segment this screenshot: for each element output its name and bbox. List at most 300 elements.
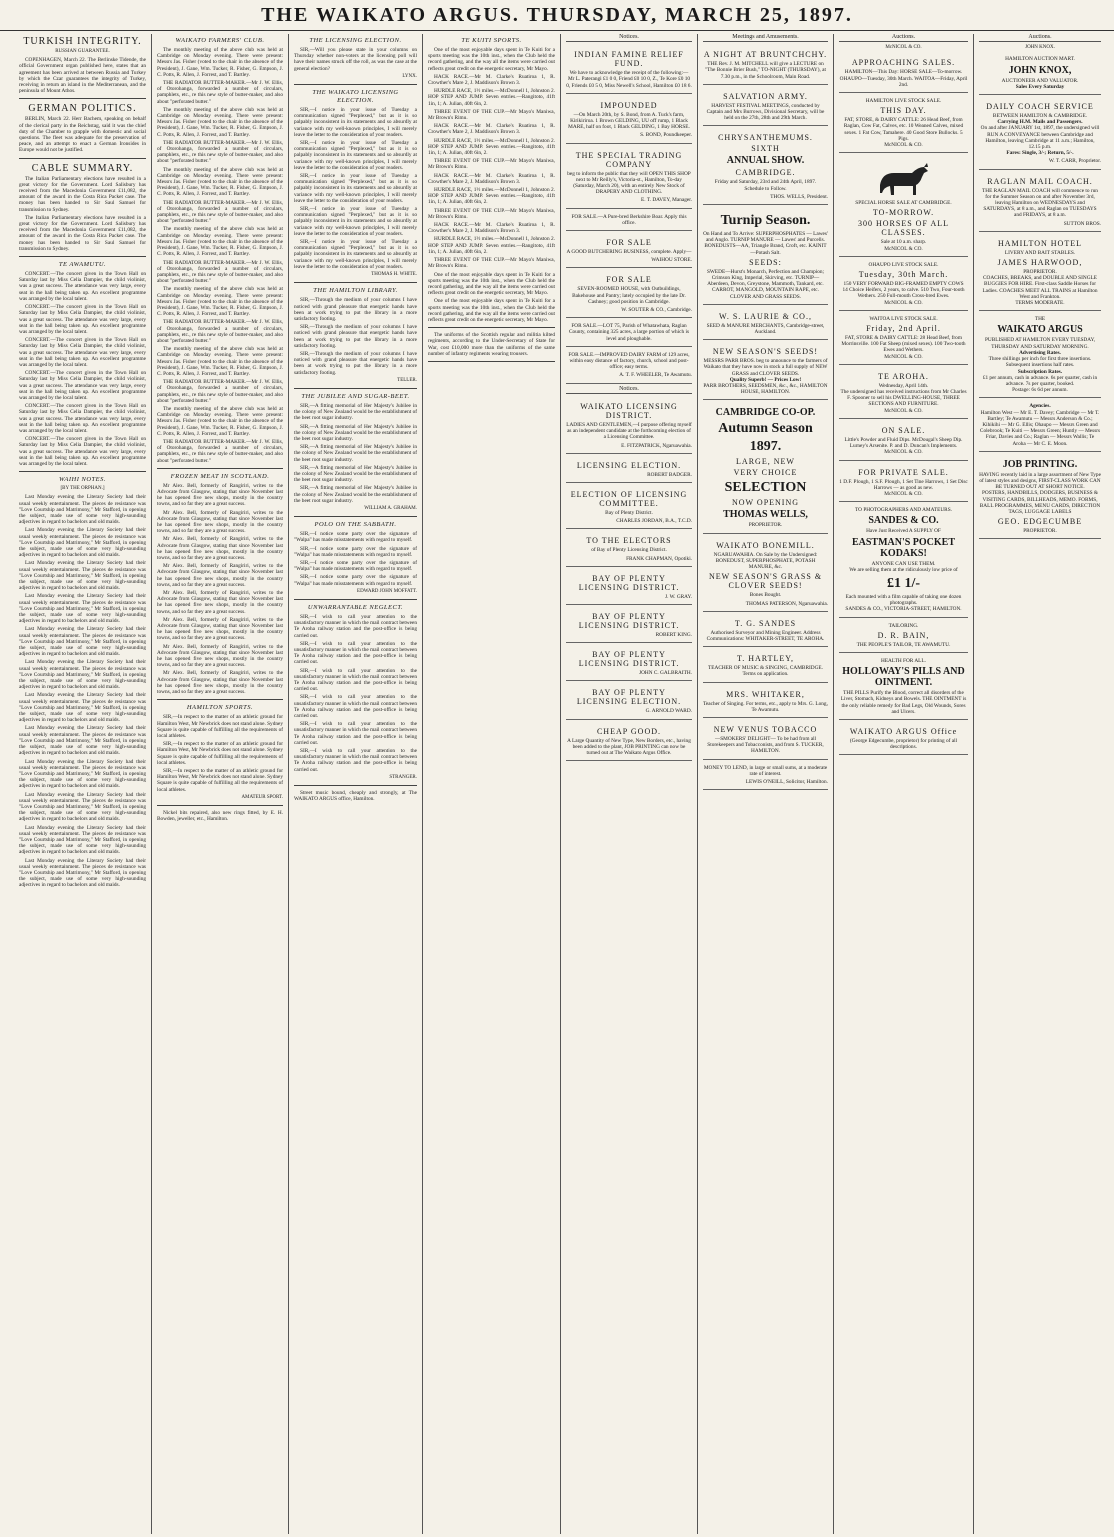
ad-signature: E. T. DAVEY, Manager. — [641, 197, 692, 204]
ad-horse-sale — [839, 155, 968, 257]
ad-text: On and after JANUARY 1st, 1897, the undersigned will RUN A CONVEYANCE between Cambridge and Hamilton, leaving Cambridge at 11 a.m.; Hamilton, 12.15 p.m. — [980, 125, 1100, 151]
article-text: THE RADIATOR BUTTER-MAKER.—Mr J. W. Ellis, of Otorohanga, forwarded a number of circulars, pamphlets, etc., re this new style of butter-maker, and also about "perforated butter." — [157, 379, 283, 404]
divider — [294, 516, 417, 517]
article-text: Mr Alex. Bell, formerly of Rangiriri, writes to the Advocate from Glasgow, stating that since November last he has opened five new shops, mostly in the country towns, and so far they are a great success. — [157, 563, 283, 588]
article-text: HURDLE RACE, 1½ miles.—McDonnell 1, Johnston 2. HOP STEP AND JUMP. Seven entries.—Rangitoto, 41ft 1in, 1; A. Julian, 40ft 6in, 2. — [428, 88, 555, 107]
ad-private-sale — [839, 463, 968, 503]
ad-butchering — [566, 233, 692, 268]
article-text: CONCERT.—The concert given in the Town Hall on Saturday last by Miss Celia Dampier, the child violinist, was a great success. The attendance was very large, every seat in the hall being taken up. An excellent programme was arranged by the local talent. — [19, 337, 146, 368]
letter-text: SIR,—I wish to call your attention to the unsatisfactory manner in which the mail contract between Te Aroha railway station and the post-office is being carried out. — [294, 667, 417, 693]
ad-text: 14 Choice Heifers, 2 years, to calve. 510 Two, Four-tooth Wethers. 250 Full-mouth Cross-bred Ewes. — [842, 287, 965, 300]
divider — [157, 805, 283, 806]
divider — [294, 599, 417, 600]
ad-title: CAMBRIDGE CO-OP. — [715, 407, 816, 419]
ad-text: NGARUAWAHIA. On Sale by the Undersigned: BONEDUST, SUPERPHOSPHATE, POTASH MANURE, &c. — [713, 551, 818, 571]
notice-text: Nickel bits repaired, also new rings fitted, by E. H. Bowden, jeweller, etc., Hamilton. — [157, 809, 283, 823]
column-8 — [974, 34, 1106, 1534]
ad-text: of Bay of Plenty Licensing District. — [591, 547, 667, 554]
article-text: BERLIN, March 22. Herr Bachem, speaking on behalf of the clerical party in the Reichstag, said it was the chief duty of the Chamber to grapple with domestic and social questions. The fleet was adequate for the preservation of peace, and an attempt to enact a German Ironsides in Europe would not be justified. — [19, 116, 146, 154]
ad-title: HAMILTON AUCTION MART. — [1005, 56, 1075, 63]
ad-text: THE PEOPLE'S TAILOR, TE AWAMUTU. — [856, 641, 951, 648]
ad-text: The undersigned has received instructions from Mr Charles F. Spooner to sell his DWELLING-HOUSE, THREE SECTIONS AND FURNITURE. — [840, 389, 967, 408]
ad-approaching-sales — [839, 53, 968, 93]
ad-argus-office — [839, 722, 968, 755]
signature: THOMAS H. WHITE. — [371, 272, 417, 278]
ad-signature: FRANK CHAPMAN, Opotiki. — [626, 555, 692, 562]
ad-text: Sale at 10 a.m. sharp. — [880, 239, 927, 246]
ad-line: SIXTH — [751, 144, 780, 154]
article-text: Mr Alex. Bell, formerly of Rangiriri, writes to the Advocate from Glasgow, stating that since November last he has opened five new shops, mostly in the country towns, and so far they are a great success. — [157, 482, 283, 508]
ad-election-committee — [566, 485, 692, 529]
ad-line: GEO. EDGECUMBE — [997, 517, 1083, 527]
article-text: CONCERT.—The concert given in the Town Hall on Saturday last by Miss Celia Dampier, the child violinist, was a great success. The attendance was very large, every seat in the hall being taken up. An excellent programme was arranged by the local talent. — [19, 304, 146, 335]
article-text: The Italian Parliamentary elections have resulted in a great victory for the Government. Lord Salisbury has received from the Macedonia Government £11,082, the amount of the award in the Costa Rica Packet case. The money has been handed to Sir Saul Samuel for transmission to Sydney. — [19, 175, 146, 213]
article-text: One of the most enjoyable days spent in Te Kuiti for a sports meeting was the 10th inst., when the Club held the record gathering, and the way all the items were carried out reflects great credit on the energetic secretary, Mr Mayo. — [428, 298, 555, 323]
ad-text: SEED & MANURE MERCHANTS, Cambridge-street, Auckland. — [706, 322, 825, 336]
article-text: THE RADIATOR BUTTER-MAKER.—Mr J. W. Ellis, of Otorohanga, forwarded a number of circulars, pamphlets, etc., re this new style of butter-maker, and also about "perforated butter." — [157, 438, 283, 464]
horse-illustration — [839, 161, 968, 197]
article-text: Mr Alex. Bell, formerly of Rangiriri, writes to the Advocate from Glasgow, stating that since November last he has opened five new shops, mostly in the country towns, and so far they are a great success. — [157, 616, 283, 642]
ad-lot-75 — [566, 320, 692, 347]
ad-signature: THOS. WELLS, President. — [770, 193, 828, 200]
ad-text: —SMOKERS' DELIGHT— To be had from all Storekeepers and Tobacconists, and from S. TUCKER, HAMILTON. — [707, 735, 824, 755]
ad-title: HEALTH FOR ALL. — [881, 657, 926, 664]
ad-text: POSTERS, HANDBILLS, DODGERS, BUSINESS & VISITING CARDS, BILLHEADS, MEMO. FORMS, BALL PROGRAMMES, MENU CARDS, DIRECTION TAGS, LUGGAGE LABELS — [979, 490, 1101, 515]
ad-text: A Large Quantity of New Type, New Borders, etc., having been added to the plant, JOB PRINTING can now be turned out at The Waikato Argus Office. — [567, 737, 691, 756]
ad-line: CAMBRIDGE. — [735, 168, 796, 178]
subheadline: RUSSIAN GUARANTEE. — [55, 49, 110, 54]
letter-text: SIR,—I notice some party over the signature of "Walpa" has made misstatements with regard to myself. — [294, 545, 417, 558]
ad-text: SEVEN-ROOMED HOUSE, with Outbuildings, Bakehouse and Pantry; lately occupied by the late Dr. Cashney; good position in Cambridge. — [572, 286, 686, 305]
signature: TELLER. — [397, 377, 417, 383]
ad-tailoring — [839, 620, 968, 653]
ad-signature: PARR BROTHERS, SEEDSMEN, &c., &c., HAMILTON HOUSE, HAMILTON. — [703, 383, 828, 396]
ad-lecture — [703, 45, 828, 85]
ad-signature: McNICOL & CO. — [884, 353, 923, 360]
ad-signature: WAIHOU STORE. — [651, 257, 692, 264]
ad-text: THE Rev. J. M. MITCHELL will give a LECTURE on "The Bonnie Brier Bush," TO-NIGHT (THURSDAY), at 7.30 p.m., in the Schoolroom, Main Road. — [705, 61, 826, 80]
ad-title: LICENSING ELECTION. — [576, 460, 682, 470]
article-text: The monthly meeting of the above club was held at Cambridge on Monday evening. There were present: Messrs Jas. Fisher (voted to the chair in the absence of the President), J. Gane, Wm. Tucker, R. Fisher, G. Empson, J. C. Potts, R. Allen, J. Forrest, and T. Bartley. — [157, 47, 283, 78]
article-text: One of the most enjoyable days spent in Te Kuiti for a sports meeting was the 10th inst., when the Club held the record gathering, and the way all the items were carried out reflects great credit on the energetic secretary, Mr Mayo. — [428, 271, 555, 297]
article-text: HURDLE RACE, 1½ miles.—McDonnell 1, Johnston 2. HOP STEP AND JUMP. Seven entries.—Rangitoto, 41ft 1in, 1; A. Julian, 40ft 6in, 2. — [428, 137, 555, 157]
signature: LYNX. — [402, 73, 417, 79]
article-text: Last Monday evening the Literary Society had their usual weekly entertainment. The pieces de resistance was "Love Courtship and Matrimony," Mr Stafford, in opening the subject, made use of some very high-sounding adjectives in regard to bachelors and old maids. — [19, 692, 146, 724]
ad-kodaks — [839, 504, 968, 617]
ad-text: AUCTIONEER AND VALUATOR. — [1001, 77, 1079, 84]
subheader: McNICOL & CO. — [885, 45, 922, 51]
ad-signature: McNICOL & CO. — [884, 407, 923, 414]
ad-famine-relief — [566, 45, 692, 94]
article-text: Last Monday evening the Literary Society had their usual weekly entertainment. The pieces de resistance was "Love Courtship and Matrimony," Mr Stafford, in opening the subject, made use of some very high-sounding adjectives in regard to bachelors and old maids. — [19, 659, 146, 691]
column-2 — [152, 34, 289, 1534]
article-text: SIR,—In respect to the matter of an athletic ground for Hamilton West, Mr Newbrick does not stand alone. Sydney Square is quite capable of fulfilling all the requirements of local athletes. — [157, 714, 283, 739]
article-text: Last Monday evening the Literary Society had their usual weekly entertainment. The pieces de resistance was "Love Courtship and Matrimony," Mr Stafford, in opening the subject, made use of some very high-sounding adjectives in regard to bachelors and old maids. — [19, 725, 146, 757]
article-text: HURDLE RACE, 1½ miles.—McDonnell 1, Johnston 2. HOP STEP AND JUMP. Seven entries.—Rangitoto, 41ft 1in, 1; A. Julian, 40ft 6in, 2. — [428, 236, 555, 255]
ad-text: Bones Bought. — [749, 592, 782, 599]
ad-title: TO THE ELECTORS — [586, 536, 672, 546]
article-text: SIR,—In respect to the matter of an athletic ground for Hamilton West, Mr Newbrick does not stand alone. Sydney Square is quite capable of fulfilling all the requirements of local athletes. — [157, 767, 283, 793]
ad-title: OHAUPO LIVE STOCK SALE. — [868, 261, 939, 268]
divider — [428, 327, 555, 328]
ad-bonemill — [703, 536, 828, 612]
columns — [14, 34, 1106, 1534]
ad-signature: SANDES & CO., VICTORIA-STREET, HAMILTON. — [845, 606, 962, 613]
ad-venus-tobacco — [703, 720, 828, 760]
subheader: JOHN KNOX. — [1025, 45, 1055, 51]
letter-text: SIR,—Through the medium of your columns I have noticed with grand pleasure that energetic hands have been at work trying to put the library in a more satisfactory footing. — [294, 297, 417, 322]
ad-text: MONEY TO LEND, in large or small sums, at a moderate rate of interest. — [703, 764, 828, 777]
ad-text: 150 VERY FORWARD BIG-FRAMED EMPTY COWS — [843, 281, 964, 288]
ad-title: IMPOUNDED — [600, 100, 658, 110]
ad-text: Schedule to Follow. — [744, 185, 787, 192]
letter-text: SIR,—I notice in your issue of Tuesday a communication signed "Perplexed," but as it is so palpably inconsistent in its statements and so absurdly at variance with my well-known principles, I will merely leave the letter to the consideration of your readers. — [294, 107, 417, 138]
headline-licensing-election: THE LICENSING ELECTION. — [309, 37, 402, 44]
ad-title: FOR PRIVATE SALE. — [858, 467, 949, 477]
ad-text: Authorised Surveyor and Mining Engineer. Address Communications: WHITAKER-STREET, TE AROHA. — [706, 629, 825, 642]
ad-text: Carrying H.M. Mails and Passengers. — [997, 119, 1083, 126]
ad-text: Teacher of Singing. For terms, etc., apply to Mrs. G. Long, Te Awamutu. — [703, 700, 828, 713]
article-text: CONCERT.—The concert given in the Town Hall on Saturday last by Miss Celia Dampier, the child violinist, was a great success. The attendance was very large, every seat in the hall being taken up. An excellent programme was arranged by the local talent. — [19, 436, 146, 467]
divider — [157, 468, 283, 469]
ad-title: T. G. SANDES — [734, 618, 797, 628]
article-text: The monthly meeting of the above club was held at Cambridge on Monday evening. There were present: Messrs Jas. Fisher (voted to the chair in the absence of the President), J. Gane, Wm. Tucker, R. Fisher, G. Empson, J. C. Potts, R. Allen, J. Forrest, and T. Bartley. — [157, 226, 283, 258]
ad-text: A GOOD BUTCHERING BUSINESS, complete. Apply— — [566, 249, 692, 256]
ad-line: Autumn Season — [718, 421, 813, 437]
article-text: Last Monday evening the Literary Society had their usual weekly entertainment. The pieces de resistance was "Love Courtship and Matrimony," Mr Stafford, in opening the subject, made use of some very high-sounding adjectives in regard to bachelors and old maids. — [19, 824, 146, 856]
ad-line: VERY CHOICE — [733, 468, 798, 478]
headline-hamilton-library: THE HAMILTON LIBRARY. — [313, 287, 398, 295]
ad-signature: SUTTON BROS. — [1063, 220, 1101, 227]
ad-text: Advertising Rates. — [1019, 349, 1061, 356]
letter-text: SIR,—A fitting memorial of Her Majesty's Jubilee in the colony of New Zealand would be the establishment of the beet root sugar industry. — [294, 402, 417, 422]
divider — [19, 471, 146, 472]
ad-text: —On March 20th, by S. Bond, from A. Tuck's farm, Kirikiriroa. 1 Brown GELDING, UU off rump, 1 Black MARE, half on foot, 1 Black GELDING, 1 Bay HORSE. — [568, 111, 690, 131]
article-text: The monthly meeting of the above club was held at Cambridge on Monday evening. There were present: Messrs Jas. Fisher (voted to the chair in the absence of the President), J. Gane, Wm. Tucker, R. Fisher, G. Empson, J. C. Potts, R. Allen, J. Forrest, and T. Bartley. — [157, 346, 283, 377]
ad-signature: McNICOL & CO. — [884, 449, 923, 456]
article-text: HACK RACE.—Mr M. Clarke's Ruatiroa 1, R. Crowther's Mare 2, J. Maddison's Brown 3. — [428, 123, 555, 136]
ad-text: PROPRIETOR. — [1023, 528, 1057, 535]
ad-holloways — [839, 655, 968, 720]
ad-line: ANNUAL SHOW. — [726, 155, 805, 167]
ad-bay-of-plenty-4 — [566, 683, 692, 719]
masthead: THE WAIKATO ARGUS. THURSDAY, MARCH 25, 1897. — [0, 4, 1114, 31]
ad-text: Three shillings per inch for first three insertions. Subsequent insertions half rates. — [988, 356, 1092, 369]
ad-whitaker — [703, 685, 828, 718]
ad-ohaupo-sale — [839, 259, 968, 311]
ad-text: FOR SALE.—LOT 75, Parish of Whatawhata, Raglan County, containing 325 acres, a large portion of which is level and ploughable. — [568, 323, 690, 342]
ad-text: ANYONE CAN USE THEM. — [871, 560, 936, 567]
ad-text: On Hand and To Arrive: SUPERPHOSPHATES — Lawes' and Anglo. TURNIP MANURE — Lawes' and Purcells. BONEDUSTS—AA, Triangle Brand, Croft, etc. KAINIT—Potash Salt. — [703, 231, 828, 256]
ad-text: beg to inform the public that they will OPEN THIS SHOP next to Mr Reilly's, Victoria-st., Hamilton, To-day (Saturday, March 20), with an entirely New Stock of DRAPERY AND CLOTHING. — [567, 170, 691, 196]
ad-text: Bay of Plenty District. — [605, 509, 653, 516]
ad-title: CHRYSANTHEMUMS. — [718, 133, 813, 143]
ad-signature: E. FITZPATRICK, Ngaruawahia. — [621, 442, 692, 449]
article-text: THREE EVENT OF THE CUP.—Mr Mayo's Maniwa, Mr Brown's Rimu. — [428, 257, 555, 270]
article-text: The Italian Parliamentary elections have resulted in a great victory for the Government. Lord Salisbury has received from the Macedonia Government £11,082, the amount of the award in the Costa Rica Packet case. The money has been handed to Sir Saul Samuel for transmission to Sydney. — [19, 214, 146, 252]
letter-text: SIR,—I notice some party over the signature of "Walpa" has made misstatements with regard to myself. — [294, 531, 417, 544]
ad-signature: McNICOL & CO. — [884, 245, 923, 252]
ad-turnip-season — [703, 207, 828, 305]
article-text: The monthly meeting of the above club was held at Cambridge on Monday evening. There were present: Messrs Jas. Fisher (voted to the chair in the absence of the President), J. Gane, Wm. Tucker, R. Fisher, G. Empson, J. C. Potts, R. Allen, J. Forrest, and T. Bartley. — [157, 286, 283, 318]
signature: STRANGER. — [389, 774, 417, 780]
ad-berkshire-boar — [566, 211, 692, 231]
ad-title: APPROACHING SALES. — [851, 58, 956, 68]
headline-frozen-meat: FROZEN MEAT IN SCOTLAND. — [170, 472, 270, 480]
ad-line: JOHN KNOX, — [1008, 64, 1072, 76]
ad-text: MESSRS PARR BROS. beg to announce to the farmers of Waikato that they have now in stock a full supply of NEW GRASS and CLOVER SEEDS. — [703, 358, 828, 377]
ad-text: (George Edgecumbe, proprietor) for printing of all descriptions. — [849, 737, 958, 751]
letter-text: SIR,—I notice in your issue of Tuesday a communication signed "Perplexed," but as it is so palpably inconsistent in its statements and so absurdly at variance with my well-known principles, I will merely leave the letter to the consideration of your readers. — [294, 140, 417, 171]
ad-signature: JOHN C. GALBRAITH. — [639, 670, 692, 677]
notice-text: Street music bound, cheaply and strongly, at The WAIKATO ARGUS office, Hamilton. — [294, 790, 417, 803]
headline-te-kuiti-sports: TE KUITI SPORTS. — [461, 37, 522, 44]
article-text: CONCERT.—The concert given in the Town Hall on Saturday last by Miss Celia Dampier, the child violinist, was a great success. The attendance was very large, every seat in the hall being taken up. An excellent programme was arranged by the local talent. — [19, 370, 146, 401]
ad-bay-of-plenty-2 — [566, 607, 692, 643]
ad-text: HAVING recently laid in a large assortment of New Type of latest styles and designs, FIRST-CLASS WORK CAN BE TURNED OUT AT SHORT NOTICE. — [979, 471, 1101, 491]
ad-title: SEEDS: — [749, 257, 782, 267]
ad-hartley — [703, 649, 828, 682]
ad-line: TO-MORROW. — [872, 208, 935, 218]
article-text: Last Monday evening the Literary Society had their usual weekly entertainment. The pieces de resistance was "Love Courtship and Matrimony," Mr Stafford, in opening the subject, made use of some very high-sounding adjectives in regard to bachelors and old maids. — [19, 560, 146, 592]
ad-signature: THOMAS PATERSON, Ngaruawahia. — [745, 600, 828, 607]
column-5 — [561, 34, 698, 1534]
ad-signature: S. BOND, Poundkeeper. — [640, 132, 692, 139]
ad-raglan-coach — [979, 172, 1101, 232]
ad-laurie — [703, 307, 828, 340]
headline-unwarrantable-neglect: UNWARRANTABLE NEGLECT. — [307, 604, 404, 612]
ad-title: ON SALE. — [881, 425, 926, 435]
letter-text: SIR,—A fitting memorial of Her Majesty's Jubilee in the colony of New Zealand would be the establishment of the beet root sugar industry. — [294, 423, 417, 442]
ad-text: THE — [1034, 316, 1046, 323]
article-text: The monthly meeting of the above club was held at Cambridge on Monday evening. There were present: Messrs Jas. Fisher (voted to the chair in the absence of the President), J. Gane, Wm. Tucker, R. Fisher, G. Empson, J. C. Potts, R. Allen, J. Forrest, and T. Bartley. — [157, 166, 283, 198]
price-label: £1 1/- — [886, 575, 921, 591]
divider — [294, 388, 417, 389]
ad-text: THE PILLS Purify the Blood, correct all disorders of the Liver, Stomach, Kidneys and Bowels. THE OINTMENT is the only reliable remedy for Bad Legs, Old Wounds, Sores and Ulcers. — [840, 690, 967, 715]
section-header-notices: Notices. — [566, 34, 692, 42]
letter-text: SIR,—Through the medium of your columns I have noticed with grand pleasure that energetic hands have been at work trying to put the library in a more satisfactory footing. — [294, 350, 417, 376]
ad-text: PROPRIETOR. — [748, 522, 783, 529]
letter-text: SIR,—I wish to call your attention to the unsatisfactory manner in which the mail contract between Te Aroha railway station and the post-office is being carried out. — [294, 640, 417, 666]
article-text: The uniforms of the Scottish regular and militia kilted regiments, according to the Under-Secretary of State for War, cost £10,000 more than the uniforms of the same number of infantry regiments wearing trousers. — [428, 332, 555, 357]
ad-title: BAY OF PLENTY LICENSING DISTRICT. — [578, 650, 680, 669]
ad-line: 1897. — [749, 439, 782, 455]
letter-text: SIR,—A fitting memorial of Her Majesty's Jubilee in the colony of New Zealand would be the establishment of the beet root sugar industry. — [294, 485, 417, 504]
ad-text: FAT, STORE, & DAIRY CATTLE: 26 Head Beef, from Raglan, Cow Fat, Calves, etc. 10 Weaned Calves, mixed sexes. 1 Fat Cow, Tamahere. 40 Good Store Bullocks. 5 Pigs. — [843, 117, 964, 142]
article-text: THE RADIATOR BUTTER-MAKER.—Mr J. W. Ellis, of Otorohanga, forwarded a number of circulars, pamphlets, etc., re this new style of butter-maker, and also about "perforated butter." — [157, 139, 283, 165]
section-header-auctions-2: Auctions. — [979, 34, 1101, 42]
headline-waihi-notes: WAIHI NOTES. — [58, 476, 107, 484]
ad-text: Sales Every Saturday — [1015, 83, 1065, 90]
column-7 — [834, 34, 974, 1534]
divider — [19, 256, 146, 257]
ad-title: BAY OF PLENTY LICENSING ELECTION. — [576, 688, 682, 707]
ad-line: SANDES & CO. — [868, 515, 939, 527]
article-text: COPENHAGEN, March 22. The Berlinske Tidende, the official Government organ published here, states that an agreement has been arrived at between Russia and Turkey by which the Czar guarantees the integrity of Turkey, receiving in return an island in the Mediterranean, and the peninsula of Mount Athos. — [19, 57, 146, 95]
column-4 — [423, 34, 561, 1534]
ad-signature: J. W. GRAY. — [665, 593, 692, 600]
article-text: Last Monday evening the Literary Society had their usual weekly entertainment. The pieces de resistance was "Love Courtship and Matrimony," Mr Stafford, in opening the subject, made use of some very high-sounding adjectives in regard to bachelors and old maids. — [19, 791, 146, 823]
ad-title: A NIGHT AT BRUNTCHCHY. — [703, 50, 828, 60]
ad-title: TAILORING. — [888, 622, 919, 629]
section-header-auctions: Auctions. — [839, 34, 968, 42]
ad-text: £1 per annum, cash in advance. 6s per quarter, cash in advance. 7s per quarter, booked. — [982, 374, 1098, 387]
ad-text: Wednesday, April 14th. — [878, 382, 929, 389]
ad-to-the-electors — [566, 531, 692, 566]
ad-text: LADIES AND GENTLEMEN,—I purpose offering myself as an independent candidate at the forthcoming election of a Licensing Committee. — [566, 421, 692, 441]
article-text: THREE EVENT OF THE CUP.—Mr Mayo's Maniwa, Mr Brown's Rimu. — [428, 158, 555, 171]
letter-text: SIR,—I wish to call your attention to the unsatisfactory manner in which the mail contract between Te Aroha railway station and the post-office is being carried out. — [294, 694, 417, 720]
ad-line: HOLLOWAY'S PILLS AND OINTMENT. — [842, 666, 965, 689]
ad-sandes-surveyor — [703, 614, 828, 647]
ad-title: RAGLAN MAIL COACH. — [987, 176, 1093, 186]
ad-signature: A. T. F. WHEELER, Te Awamutu. — [619, 372, 692, 379]
ad-title: Turnip Season. — [720, 213, 811, 229]
ad-text: We have to acknowledge the receipt of the following:— Mr L. Paterangi £1 0 0, Friend £0 10 0, Z., Te Kore £0 10 0, Friends £0 5 0, Miss Newell's School, Hamilton £0 18 6. — [566, 70, 692, 89]
ad-text: PROPRIETOR. — [1023, 269, 1057, 276]
ad-money-to-lend — [703, 762, 828, 791]
headline-polo-sabbath: POLO ON THE SABBATH. — [314, 521, 397, 529]
headline-hamilton-sports: HAMILTON SPORTS. — [186, 704, 254, 712]
ad-title: T. HARTLEY, — [736, 654, 795, 664]
divider — [19, 158, 146, 159]
signature: EDWARD JOHN MOFFATT. — [357, 588, 417, 594]
ad-signature: LEWIS O'NEILL, Solicitor, Hamilton. — [745, 778, 828, 785]
ad-te-aroha — [839, 367, 968, 419]
ad-line: Tuesday, 30th March. — [858, 270, 949, 280]
letter-text: SIR,—I wish to call your attention to the unsatisfactory manner in which the mail contract between Te Aroha railway station and the post-office is being carried out. — [294, 614, 417, 639]
ad-signature: G. ARNOLD WARD. — [645, 708, 692, 715]
article-text: Last Monday evening the Literary Society had their usual weekly entertainment. The pieces de resistance was "Love Courtship and Matrimony," Mr Stafford, in opening the subject, made use of some very high-sounding adjectives in regard to bachelors and old maids. — [19, 626, 146, 658]
ad-text: Quality Superb! — Prices Low! — [729, 376, 802, 383]
ad-job-printing — [979, 454, 1101, 540]
headline-farmers-club: WAIKATO FARMERS' CLUB. — [175, 37, 265, 44]
ad-line: THOMAS WELLS, — [723, 509, 808, 521]
ad-cambridge-coop — [703, 402, 828, 533]
ad-signature: W. T. CARR, Proprietor. — [1048, 158, 1101, 165]
ad-title: WAIKATO LICENSING DISTRICT. — [580, 401, 678, 420]
ad-waikato-licensing — [566, 397, 692, 454]
ad-text: Each mounted with a film capable of taking one dozen photographs. — [845, 593, 962, 607]
ad-argus-rates — [979, 313, 1101, 398]
ad-text: THE RAGLAN MAIL COACH will commence to run for the Summer Season on and after November 3rd, leaving Hamilton on WEDNESDAYS and SATURDAYS, at 8 a.m., and Raglan on TUESDAYS and FRIDAYS, at 8 a.m. — [982, 187, 1098, 219]
ad-parr-bros — [703, 342, 828, 400]
ad-hamilton-hotel — [979, 234, 1101, 311]
ad-licensing-election — [566, 456, 692, 483]
section-header-notices-2: Notices. — [566, 386, 692, 394]
ad-title: TE AROHA. — [878, 371, 929, 381]
ad-text: Friday and Saturday, 23rd and 24th April, 1897. — [714, 179, 817, 186]
article-text: Mr Alex. Bell, formerly of Rangiriri, writes to the Advocate from Glasgow, stating that since November last he has opened five new shops, mostly in the country towns, and so far they are a great success. — [157, 509, 283, 535]
ad-title: SALVATION ARMY. — [723, 91, 808, 101]
ad-on-sale — [839, 421, 968, 461]
letter-text: SIR,—I wish to call your attention to the unsatisfactory manner in which the mail contract between Te Aroha railway station and the post-office is being carried out. — [294, 721, 417, 746]
ad-title: MRS. WHITAKER, — [726, 689, 805, 699]
ad-bay-of-plenty-3 — [566, 645, 692, 681]
section-header-meetings: Meetings and Amusements. — [703, 34, 828, 42]
ad-title: ELECTION OF LICENSING COMMITTEE. — [570, 489, 688, 508]
ad-signature: CHARLES JORDAN, B.A., T.C.D. — [616, 518, 692, 525]
column-6 — [698, 34, 834, 1534]
divider — [428, 361, 555, 362]
headline-jubilee-sugar-beet: THE JUBILEE AND SUGAR-BEET. — [301, 392, 410, 400]
ad-chrysanthemum-show — [703, 128, 828, 205]
ad-impounded — [566, 96, 692, 144]
ad-auction-mart — [979, 53, 1101, 95]
ad-dairy-farm — [566, 349, 692, 384]
letter-text: SIR,—A fitting memorial of Her Majesty's Jubilee in the colony of New Zealand would be the establishment of the beet root sugar industry. — [294, 444, 417, 463]
ad-title: WAITOA LIVE STOCK SALE. — [869, 315, 938, 322]
ad-title: HAMILTON LIVE STOCK SALE. — [865, 98, 942, 105]
ad-text: Little's Powder and Fluid Dips. McDougal's Sheep Dip. Lurney's Arsenite. P. and D. Duncan's Implements. — [844, 436, 963, 450]
ad-title: Agencies. — [1029, 403, 1051, 410]
ad-title: THE SPECIAL TRADING COMPANY — [575, 150, 683, 169]
article-text: SIR,—In respect to the matter of an athletic ground for Hamilton West, Mr Newbrick does not stand alone. Sydney Square is quite capable of fulfilling all the requirements of local athletes. — [157, 741, 283, 766]
ad-text: 1 D.F. Plough, 1 S.F. Plough, 1 Set Tine Harrows, 1 Set Disc Harrows — as good as new. — [839, 478, 968, 491]
article-text: THREE EVENT OF THE CUP.—Mr Mayo's Maniwa, Mr Brown's Rimu. — [428, 108, 555, 122]
article-text: One of the most enjoyable days spent in Te Kuiti for a sports meeting was the 10th inst., when the Club held the record gathering, and the way all the items were carried out reflects great credit on the energetic secretary, Mr Mayo. — [428, 47, 555, 72]
ad-line: 300 HORSES OF ALL CLASSES. — [857, 219, 949, 238]
ad-title: WAIKATO BONEMILL. — [716, 540, 815, 550]
ad-coach-service — [979, 97, 1101, 170]
letter-text: SIR,—Will you please state in your columns on Thursday whether non-voters at the licensing poll will have their names struck off the roll, as was the case at the general election? — [294, 47, 417, 72]
ad-text: TEACHER OF MUSIC & SINGING, CAMBRIDGE. Terms on application. — [708, 665, 823, 678]
divider — [19, 98, 146, 99]
ad-title: NEW VENUS TOBACCO — [713, 724, 818, 734]
article-text: CONCERT.—The concert given in the Town Hall on Saturday last by Miss Celia Dampier, the child violinist, was a great success. The attendance was very large, every seat in the hall being taken up. An excellent programme was arranged by the local talent. — [19, 271, 146, 302]
ad-house-sale — [566, 270, 692, 318]
article-text: THE RADIATOR BUTTER-MAKER.—Mr J. W. Ellis, of Otorohanga, forwarded a number of circulars, pamphlets, etc., re this new style of butter-maker, and also about "perforated butter." — [157, 199, 283, 225]
ad-title: FOR SALE — [606, 275, 652, 285]
headline-turkish-integrity: TURKISH INTEGRITY. — [23, 36, 142, 47]
divider — [294, 785, 417, 786]
ad-line: THIS DAY. — [880, 106, 927, 116]
ad-signature: ROBERT BADGER. — [647, 471, 692, 478]
article-text: The monthly meeting of the above club was held at Cambridge on Monday evening. There were present: Messrs Jas. Fisher (voted to the chair in the absence of the President), J. Gane, Wm. Tucker, R. Fisher, G. Empson, J. C. Potts, R. Allen, J. Forrest, and T. Bartley. — [157, 405, 283, 437]
ad-line: JAMES HARWOOD, — [997, 258, 1083, 268]
letter-text: SIR,—I notice in your issue of Tuesday a communication signed "Perplexed," but as it is so palpably inconsistent in its statements and so absurdly at variance with my well-known principles, I will merely leave the letter to the consideration of your readers. — [294, 173, 417, 204]
ad-title: FOR SALE — [606, 238, 652, 248]
ad-text: PUBLISHED AT HAMILTON EVERY TUESDAY, THURSDAY AND SATURDAY MORNING. — [984, 337, 1096, 350]
divider — [294, 282, 417, 283]
ad-text: FAT, STORE & DAIRY CATTLE: 28 Head Beef, from Morrinsville. 100 Fat Sheep (mixed sexes). 100 Two-tooth Ewes and Wethers. — [841, 335, 966, 354]
ad-title: W. S. LAURIE & CO., — [719, 311, 812, 321]
ad-title: WAIKATO ARGUS Office — [849, 726, 958, 736]
signature: WILLIAM A. GRAHAM. — [364, 505, 417, 511]
ad-line: NOW OPENING — [731, 498, 800, 508]
ad-line: EASTMAN'S POCKET KODAKS! — [851, 536, 956, 559]
ad-text: COACHES, BREAKS, and DOUBLE AND SINGLE BUGGIES FOR HIRE. First-class Saddle Horses for Ladies. COACHES MEET ALL TRAINS at Hamilton West and Frankton. — [982, 275, 1098, 300]
ad-title: NEW SEASON'S SEEDS! — [712, 347, 819, 357]
article-text: Last Monday evening the Literary Society had their usual weekly entertainment. The pieces de resistance was "Love Courtship and Matrimony," Mr Stafford, in opening the subject, made use of some very high-sounding adjectives in regard to bachelors and old maids. — [19, 494, 146, 526]
ad-text: Have Just Received A SUPPLY OF — [866, 528, 941, 535]
article-text: CONCERT.—The concert given in the Town Hall on Saturday last by Miss Celia Dampier, the child violinist, was a great success. The attendance was very large, every seat in the hall being taken up. An excellent programme was arranged by the local talent. — [19, 403, 146, 434]
article-text: THE RADIATOR BUTTER-MAKER.—Mr J. W. Ellis, of Otorohanga, forwarded a number of circulars, pamphlets, etc., re this new style of butter-maker, and also about "perforated butter." — [157, 80, 283, 105]
ad-title: TO PHOTOGRAPHERS AND AMATEURS. — [855, 507, 952, 514]
article-text: THE RADIATOR BUTTER-MAKER.—Mr J. W. Ellis, of Otorohanga, forwarded a number of circulars, pamphlets, etc., re this new style of butter-maker, and also about "perforated butter." — [157, 259, 283, 285]
ad-line: SELECTION — [724, 480, 807, 496]
signature: AMATEUR SPORT. — [241, 794, 283, 800]
ad-line: D. R. BAIN, — [877, 630, 930, 640]
ad-text: FOR SALE.—A Pure-bred Berkshire Boar. Apply this office. — [571, 213, 687, 226]
ad-text: We are selling them at the ridiculously low price of — [849, 566, 958, 573]
divider — [157, 699, 283, 700]
article-text: The monthly meeting of the above club was held at Cambridge on Monday evening. There were present: Messrs Jas. Fisher (voted to the chair in the absence of the President), J. Gane, Wm. Tucker, R. Fisher, G. Empson, J. C. Potts, R. Allen, J. Forrest, and T. Bartley. — [157, 106, 283, 138]
ad-signature: ROBERT KING. — [655, 631, 692, 638]
ad-hamilton-live-stock — [839, 95, 968, 153]
ad-line: Friday, 2nd April. — [866, 324, 941, 334]
ad-text: FOR SALE.—IMPROVED DAIRY FARM of 129 acres, within easy distance of factory, church, school and post-office; easy terms. — [568, 351, 690, 371]
